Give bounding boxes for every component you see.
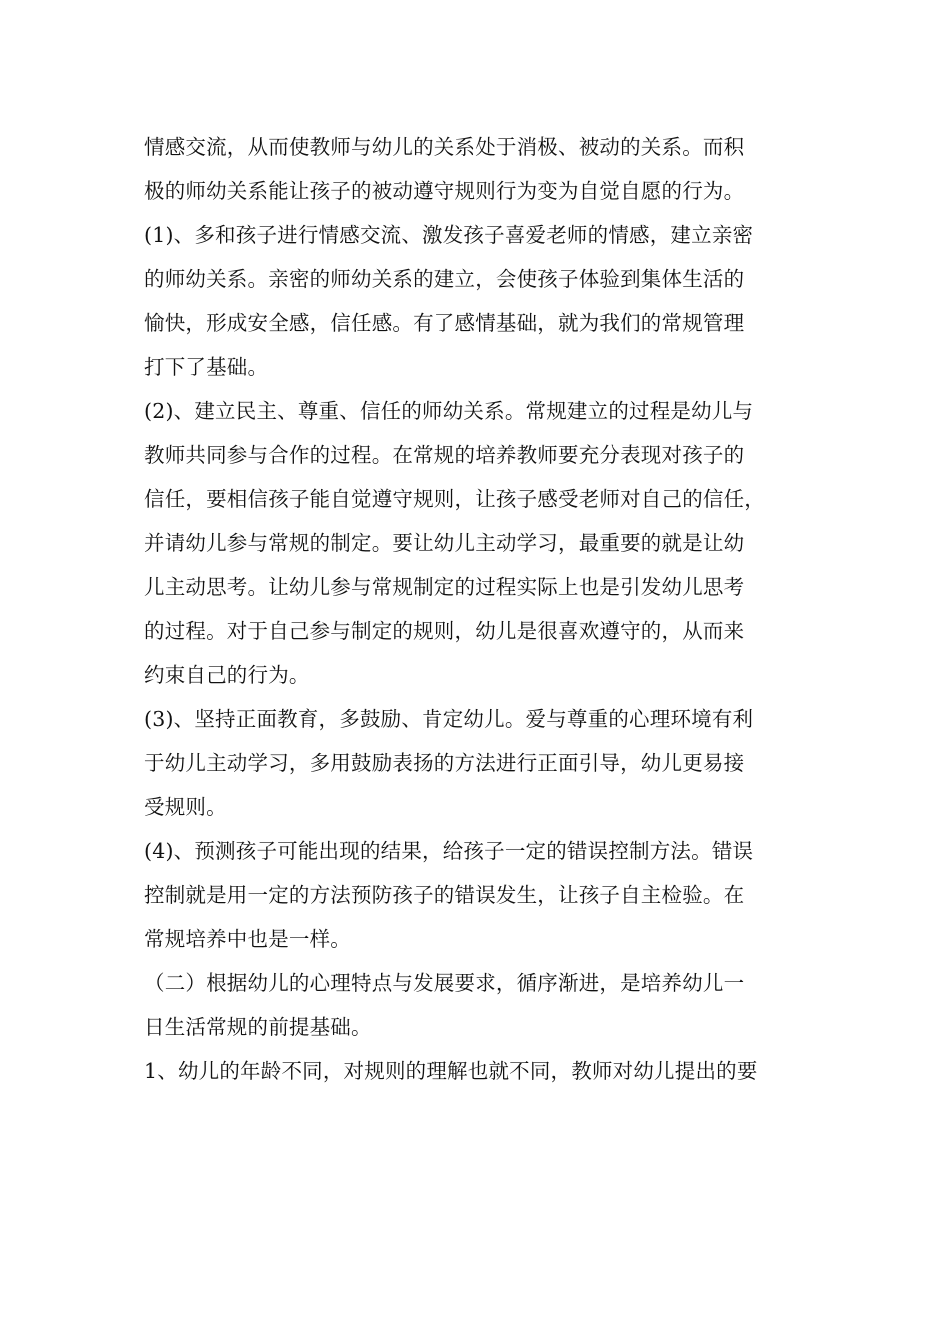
text-line: 1、幼儿的年龄不同，对规则的理解也就不同，教师对幼儿提出的要 bbox=[144, 1059, 758, 1083]
text-line: 打下了基础。 bbox=[144, 355, 269, 379]
text-line: 受规则。 bbox=[144, 795, 227, 819]
text-line: 教师共同参与合作的过程。在常规的培养教师要充分表现对孩子的 bbox=[144, 443, 745, 467]
text-line: (3)、坚持正面教育，多鼓励、肯定幼儿。爱与尊重的心理环境有利 bbox=[144, 707, 754, 731]
text-line: 的过程。对于自己参与制定的规则，幼儿是很喜欢遵守的，从而来 bbox=[144, 619, 745, 643]
text-line: 并请幼儿参与常规的制定。要让幼儿主动学习，最重要的就是让幼 bbox=[144, 531, 745, 555]
text-line: 情感交流，从而使教师与幼儿的关系处于消极、被动的关系。而积 bbox=[144, 135, 745, 159]
text-line: 儿主动思考。让幼儿参与常规制定的过程实际上也是引发幼儿思考 bbox=[144, 575, 745, 599]
text-line: 日生活常规的前提基础。 bbox=[144, 1015, 372, 1039]
text-line: (2)、建立民主、尊重、信任的师幼关系。常规建立的过程是幼儿与 bbox=[144, 399, 754, 423]
text-line: (1)、多和孩子进行情感交流、激发孩子喜爱老师的情感，建立亲密 bbox=[144, 223, 754, 247]
text-line: 常规培养中也是一样。 bbox=[144, 927, 351, 951]
text-line: （二）根据幼儿的心理特点与发展要求，循序渐进，是培养幼儿一 bbox=[144, 971, 745, 995]
document-body bbox=[144, 129, 804, 1097]
text-line: 于幼儿主动学习，多用鼓励表扬的方法进行正面引导，幼儿更易接 bbox=[144, 751, 745, 775]
text-line: (4)、预测孩子可能出现的结果，给孩子一定的错误控制方法。错误 bbox=[144, 839, 754, 863]
text-line: 极的师幼关系能让孩子的被动遵守规则行为变为自觉自愿的行为。 bbox=[144, 179, 745, 203]
text-line: 愉快，形成安全感，信任感。有了感情基础，就为我们的常规管理 bbox=[144, 311, 745, 335]
text-line: 约束自己的行为。 bbox=[144, 663, 310, 687]
text-line: 控制就是用一定的方法预防孩子的错误发生，让孩子自主检验。在 bbox=[144, 883, 745, 907]
text-line: 信任，要相信孩子能自觉遵守规则，让孩子感受老师对自己的信任， bbox=[144, 487, 765, 511]
text-line: 的师幼关系。亲密的师幼关系的建立，会使孩子体验到集体生活的 bbox=[144, 267, 745, 291]
